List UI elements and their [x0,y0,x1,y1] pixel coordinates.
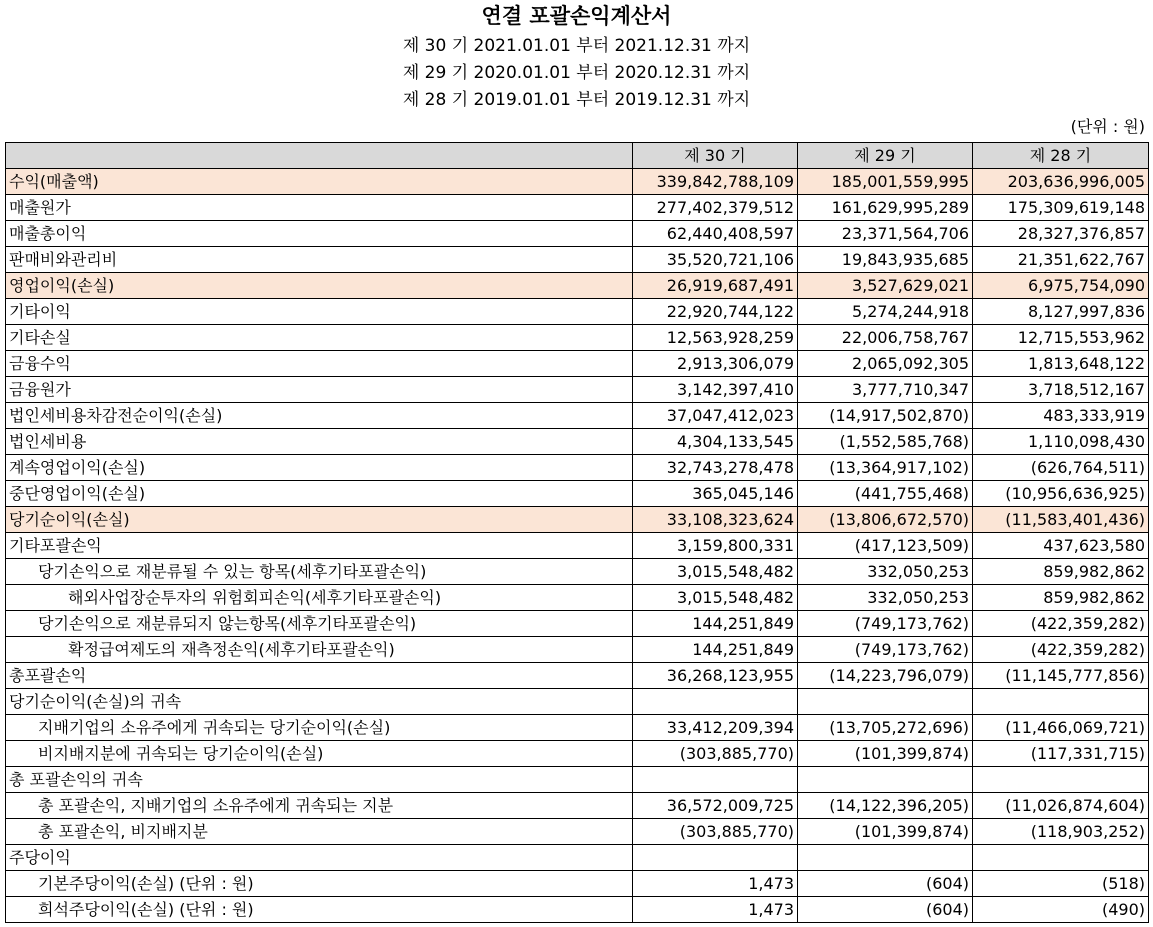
row-label: 영업이익(손실) [6,273,633,299]
row-value-col2: 2,065,092,305 [798,351,973,377]
row-value-col2: 332,050,253 [798,585,973,611]
table-row [6,819,1149,845]
row-label: 확정급여제도의 재측정손익(세후기타포괄손익) [6,637,633,663]
table-header-row [6,143,1149,169]
row-value-col3: (11,026,874,604) [973,793,1149,819]
row-value-col2 [798,845,973,871]
row-value-col1: 33,108,323,624 [633,507,798,533]
header-period-30: 제 30 기 [633,143,798,169]
row-value-col3: 6,975,754,090 [973,273,1149,299]
table-row [6,533,1149,559]
header-period-28: 제 28 기 [973,143,1149,169]
row-value-col3: 28,327,376,857 [973,221,1149,247]
row-value-col1: (303,885,770) [633,741,798,767]
row-value-col2: 185,001,559,995 [798,169,973,195]
row-label: 기타손실 [6,325,633,351]
statement-title: 연결 포괄손익계산서 [481,4,672,28]
row-label: 총 포괄손익, 비지배지분 [6,819,633,845]
row-value-col2: (749,173,762) [798,611,973,637]
row-value-col1: 144,251,849 [633,637,798,663]
row-value-col3: (11,583,401,436) [973,507,1149,533]
row-value-col3: (518) [973,871,1149,897]
row-value-col3: (118,903,252) [973,819,1149,845]
table-row [6,481,1149,507]
row-label: 법인세비용 [6,429,633,455]
row-value-col3: (422,359,282) [973,637,1149,663]
table-row [6,507,1149,533]
row-value-col2: 22,006,758,767 [798,325,973,351]
row-label: 당기손익으로 재분류될 수 있는 항목(세후기타포괄손익) [6,559,633,585]
row-value-col1: 4,304,133,545 [633,429,798,455]
income-statement-table [5,142,1149,923]
row-value-col2: 332,050,253 [798,559,973,585]
row-value-col1: 3,159,800,331 [633,533,798,559]
table-row [6,611,1149,637]
row-value-col2: (14,122,396,205) [798,793,973,819]
row-value-col3: (490) [973,897,1149,923]
row-value-col3: 859,982,862 [973,559,1149,585]
header-account [6,143,633,169]
row-value-col1: 1,473 [633,897,798,923]
row-value-col3: 437,623,580 [973,533,1149,559]
row-value-col2: (13,364,917,102) [798,455,973,481]
row-value-col3: 8,127,997,836 [973,299,1149,325]
table-row [6,637,1149,663]
row-label: 총 포괄손익, 지배기업의 소유주에게 귀속되는 지분 [6,793,633,819]
row-value-col2: (604) [798,871,973,897]
period-line-30: 제 30 기 2021.01.01 부터 2021.12.31 까지 [402,36,751,56]
row-value-col3: (11,145,777,856) [973,663,1149,689]
row-label: 해외사업장순투자의 위험회피손익(세후기타포괄손익) [6,585,633,611]
row-value-col3: 12,715,553,962 [973,325,1149,351]
row-value-col1: 35,520,721,106 [633,247,798,273]
row-value-col3: (422,359,282) [973,611,1149,637]
row-label: 지배기업의 소유주에게 귀속되는 당기순이익(손실) [6,715,633,741]
table-row [6,715,1149,741]
table-row [6,585,1149,611]
row-value-col2: (749,173,762) [798,637,973,663]
table-row [6,169,1149,195]
row-label: 비지배지분에 귀속되는 당기순이익(손실) [6,741,633,767]
row-value-col2: 3,777,710,347 [798,377,973,403]
table-row [6,455,1149,481]
table-body [6,169,1149,923]
row-value-col2: (14,917,502,870) [798,403,973,429]
row-value-col2: (101,399,874) [798,819,973,845]
row-value-col3: 1,110,098,430 [973,429,1149,455]
row-value-col3: 175,309,619,148 [973,195,1149,221]
row-value-col1: 33,412,209,394 [633,715,798,741]
row-value-col2: 161,629,995,289 [798,195,973,221]
row-value-col1: 32,743,278,478 [633,455,798,481]
row-label: 총 포괄손익의 귀속 [6,767,633,793]
table-row [6,741,1149,767]
row-value-col3: (626,764,511) [973,455,1149,481]
row-value-col2: (604) [798,897,973,923]
row-label: 중단영업이익(손실) [6,481,633,507]
row-value-col2: (101,399,874) [798,741,973,767]
table-row [6,299,1149,325]
table-row [6,403,1149,429]
header-period-29: 제 29 기 [798,143,973,169]
row-value-col3 [973,767,1149,793]
row-value-col1: 12,563,928,259 [633,325,798,351]
period-line-28: 제 28 기 2019.01.01 부터 2019.12.31 까지 [402,90,751,110]
row-value-col1: 62,440,408,597 [633,221,798,247]
row-value-col1: 339,842,788,109 [633,169,798,195]
table-row [6,793,1149,819]
row-label: 계속영업이익(손실) [6,455,633,481]
unit-label: (단위 : 원) [1070,117,1145,136]
table-row [6,221,1149,247]
table-row [6,429,1149,455]
row-value-col3: 483,333,919 [973,403,1149,429]
row-value-col1: 277,402,379,512 [633,195,798,221]
row-value-col1: 3,015,548,482 [633,585,798,611]
row-value-col2: 23,371,564,706 [798,221,973,247]
table-row [6,377,1149,403]
row-value-col3 [973,845,1149,871]
table-row [6,871,1149,897]
row-value-col1: 365,045,146 [633,481,798,507]
row-value-col1 [633,767,798,793]
row-label: 당기손익으로 재분류되지 않는항목(세후기타포괄손익) [6,611,633,637]
row-value-col2: (13,705,272,696) [798,715,973,741]
row-value-col1 [633,845,798,871]
table-row [6,247,1149,273]
row-label: 판매비와관리비 [6,247,633,273]
row-value-col3: 21,351,622,767 [973,247,1149,273]
row-value-col1: 26,919,687,491 [633,273,798,299]
row-value-col3: 203,636,996,005 [973,169,1149,195]
row-label: 기타이익 [6,299,633,325]
row-value-col1: (303,885,770) [633,819,798,845]
row-value-col3: 3,718,512,167 [973,377,1149,403]
row-label: 주당이익 [6,845,633,871]
row-value-col2: (417,123,509) [798,533,973,559]
table-row [6,273,1149,299]
row-value-col1: 144,251,849 [633,611,798,637]
row-label: 당기순이익(손실) [6,507,633,533]
row-label: 매출원가 [6,195,633,221]
row-value-col3: (10,956,636,925) [973,481,1149,507]
row-value-col2: (441,755,468) [798,481,973,507]
row-value-col1: 1,473 [633,871,798,897]
row-value-col3: (117,331,715) [973,741,1149,767]
row-value-col3: 1,813,648,122 [973,351,1149,377]
row-value-col2: (13,806,672,570) [798,507,973,533]
row-value-col1 [633,689,798,715]
period-line-29: 제 29 기 2020.01.01 부터 2020.12.31 까지 [402,63,751,83]
table-row [6,325,1149,351]
row-value-col2: (1,552,585,768) [798,429,973,455]
row-label: 당기순이익(손실)의 귀속 [6,689,633,715]
row-value-col2: 19,843,935,685 [798,247,973,273]
row-value-col1: 3,142,397,410 [633,377,798,403]
row-value-col2: (14,223,796,079) [798,663,973,689]
row-value-col2: 5,274,244,918 [798,299,973,325]
table-row [6,689,1149,715]
row-value-col2: 3,527,629,021 [798,273,973,299]
row-label: 금융수익 [6,351,633,377]
row-value-col1: 37,047,412,023 [633,403,798,429]
row-value-col1: 3,015,548,482 [633,559,798,585]
row-value-col1: 36,572,009,725 [633,793,798,819]
row-label: 수익(매출액) [6,169,633,195]
table-row [6,767,1149,793]
row-label: 법인세비용차감전순이익(손실) [6,403,633,429]
table-row [6,897,1149,923]
row-value-col3 [973,689,1149,715]
row-label: 총포괄손익 [6,663,633,689]
row-value-col1: 36,268,123,955 [633,663,798,689]
row-value-col1: 2,913,306,079 [633,351,798,377]
table-row [6,559,1149,585]
row-label: 희석주당이익(손실) (단위 : 원) [6,897,633,923]
table-row [6,845,1149,871]
table-row [6,351,1149,377]
row-value-col3: 859,982,862 [973,585,1149,611]
row-value-col2 [798,767,973,793]
row-label: 매출총이익 [6,221,633,247]
table-row [6,663,1149,689]
row-label: 기본주당이익(손실) (단위 : 원) [6,871,633,897]
row-label: 기타포괄손익 [6,533,633,559]
row-value-col1: 22,920,744,122 [633,299,798,325]
table-row [6,195,1149,221]
row-label: 금융원가 [6,377,633,403]
row-value-col2 [798,689,973,715]
row-value-col3: (11,466,069,721) [973,715,1149,741]
